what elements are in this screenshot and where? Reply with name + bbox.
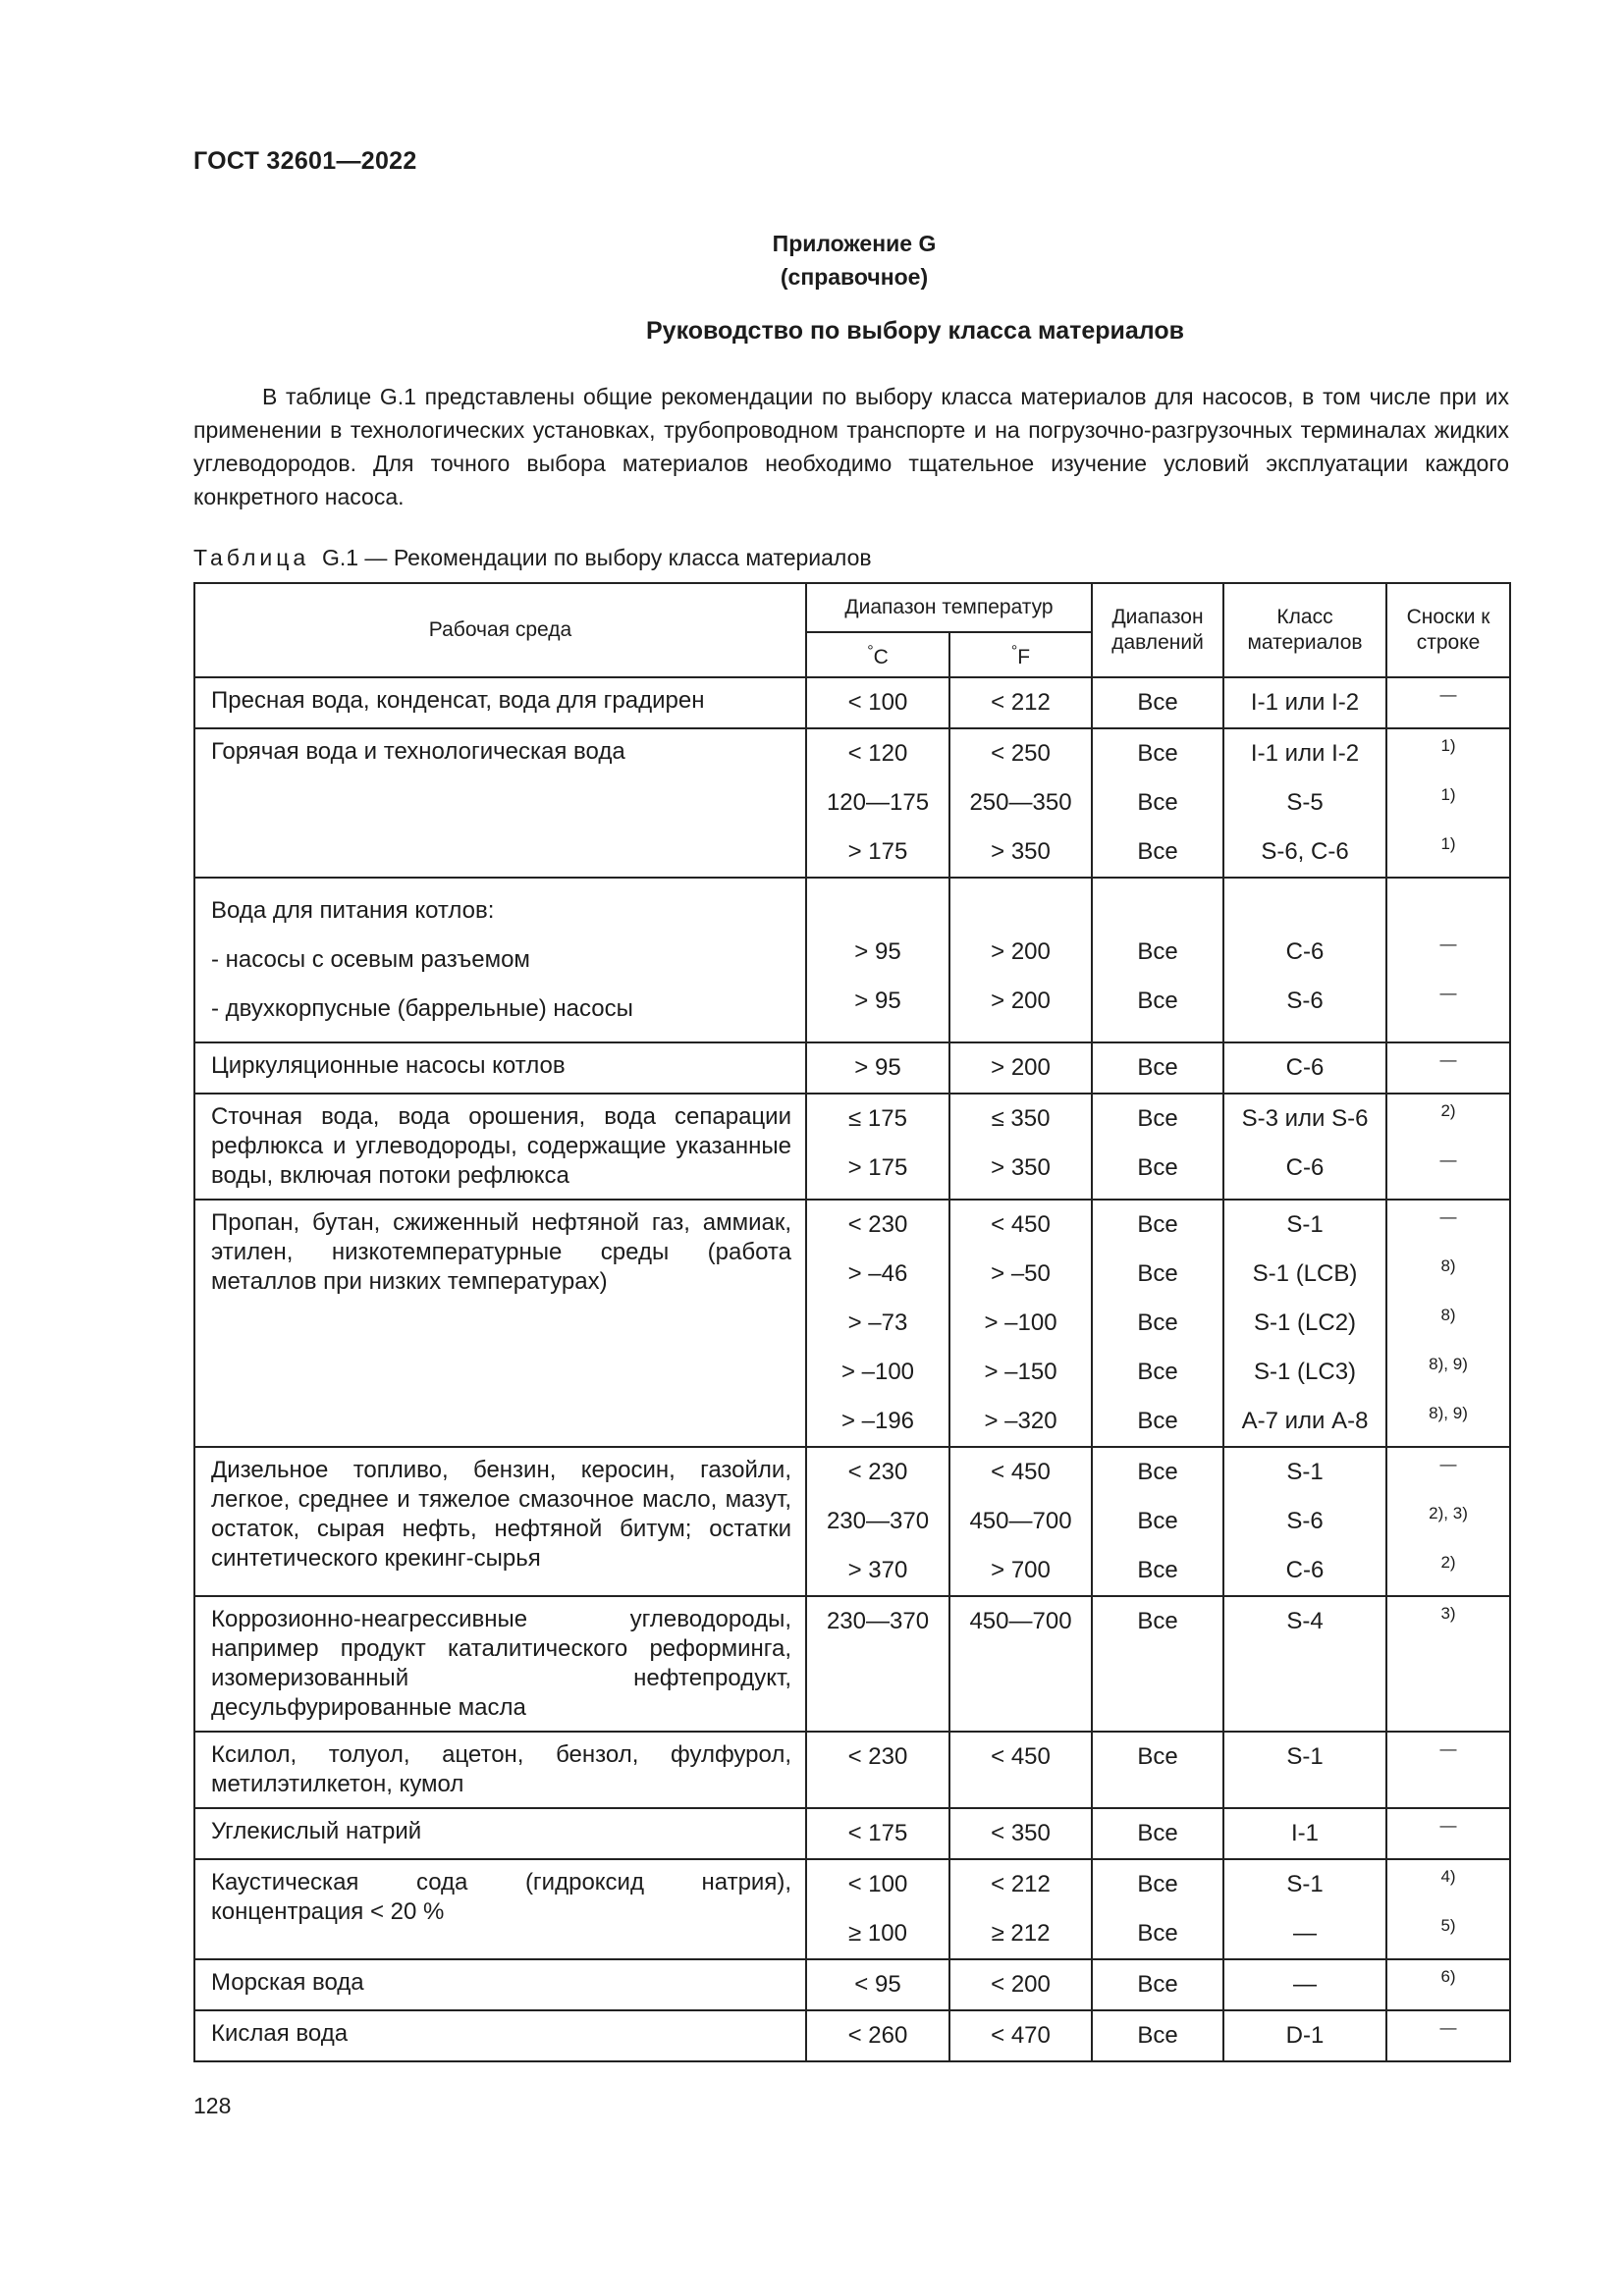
table-body <box>194 677 1510 2061</box>
section-title <box>0 317 1624 346</box>
material-class-value: I-1 или I-2 <box>1250 689 1360 716</box>
temp-fahrenheit-value: 450—700 <box>969 1608 1072 1634</box>
footnote-ref: — <box>1439 934 1457 953</box>
temp-celsius-value: < 95 <box>854 1971 901 1998</box>
temp-fahrenheit-cell <box>949 1959 1092 2010</box>
footnote-ref: — <box>1439 1050 1457 1069</box>
temp-fahrenheit-value: > 200 <box>991 938 1051 965</box>
medium-cell <box>194 2010 806 2061</box>
pressure-cell <box>1092 677 1223 728</box>
temp-fahrenheit-value: < 212 <box>991 689 1051 716</box>
temp-fahrenheit-cell <box>949 1042 1092 1094</box>
pressure-cell <box>1092 1959 1223 2010</box>
temp-fahrenheit-value: 450—700 <box>969 1508 1072 1534</box>
pressure-cell <box>1092 1732 1223 1808</box>
material-class-value: C-6 <box>1285 1557 1325 1583</box>
material-class-value: S-4 <box>1286 1608 1324 1634</box>
temp-celsius-value: 120—175 <box>826 789 930 816</box>
medium-text: Кислая вода <box>211 2020 349 2047</box>
table-caption-prefix: Таблица <box>193 545 310 570</box>
temp-fahrenheit-value: < 450 <box>991 1211 1051 1238</box>
material-class-value: C-6 <box>1285 1154 1325 1181</box>
footnote-cell <box>1386 1094 1510 1200</box>
temp-fahrenheit-value: > –50 <box>991 1260 1051 1287</box>
footnote-cell <box>1386 728 1510 878</box>
temp-fahrenheit-value: > 200 <box>991 1054 1051 1081</box>
table-row <box>194 1094 1510 1200</box>
footnote-ref: — <box>1439 1455 1457 1473</box>
temp-celsius-cell <box>806 878 949 1042</box>
material-class-cell <box>1223 1596 1386 1732</box>
temp-fahrenheit-cell <box>949 1596 1092 1732</box>
temp-celsius-value: > 175 <box>847 838 908 865</box>
pressure-cell <box>1092 728 1223 878</box>
medium-text: Сточная вода, вода орошения, вода сепарации рефлюкса и углеводороды, содержащие указанные воды, включая потоки рефлюкса <box>211 1103 791 1189</box>
degree-sign: ° <box>867 643 874 660</box>
material-class-cell <box>1223 1200 1386 1447</box>
temp-celsius-value: 230—370 <box>826 1608 930 1634</box>
medium-line: - насосы с осевым разъемом <box>211 946 530 973</box>
material-class-value: S-1 <box>1286 1211 1324 1238</box>
table-row <box>194 728 1510 878</box>
footnote-ref: 8), 9) <box>1429 1404 1468 1422</box>
pressure-value: Все <box>1137 988 1178 1014</box>
material-class-cell <box>1223 878 1386 1042</box>
temp-fahrenheit-cell <box>949 1808 1092 1859</box>
medium-text: Каустическая сода (гидроксид натрия), концентрация < 20 % <box>211 1869 791 1925</box>
footnote-ref: 2) <box>1440 1553 1456 1572</box>
material-class-value: D-1 <box>1285 2022 1325 2049</box>
temp-fahrenheit-value: > 350 <box>991 838 1051 865</box>
table-row <box>194 2010 1510 2061</box>
temp-celsius-value: < 230 <box>847 1211 908 1238</box>
pressure-value: Все <box>1137 838 1178 865</box>
temp-celsius-value: > 175 <box>847 1154 908 1181</box>
temp-celsius-value: > 370 <box>847 1557 908 1583</box>
material-class-value: I-1 или I-2 <box>1250 740 1360 767</box>
footnote-ref: 8) <box>1440 1256 1456 1275</box>
medium-text: Углекислый натрий <box>211 1818 422 1844</box>
table-row <box>194 1042 1510 1094</box>
col-header-notes: Сноски к строке <box>1386 583 1510 677</box>
temp-fahrenheit-cell <box>949 1447 1092 1596</box>
pressure-value: Все <box>1137 1459 1178 1485</box>
degree-sign: ° <box>1010 643 1018 660</box>
temp-celsius-value: < 100 <box>847 1871 908 1897</box>
standard-number: ГОСТ 32601—2022 <box>193 147 417 175</box>
footnote-ref: 1) <box>1440 736 1456 755</box>
appendix-heading <box>0 227 1624 294</box>
footnote-ref: 2), 3) <box>1429 1504 1468 1522</box>
footnote-cell <box>1386 878 1510 1042</box>
table-row <box>194 878 1510 1042</box>
temp-celsius-cell <box>806 1959 949 2010</box>
section-title-text: Руководство по выбору класса материалов <box>645 317 1184 345</box>
table-row <box>194 1859 1510 1959</box>
footnote-ref: — <box>1439 2018 1457 2037</box>
pressure-cell <box>1092 1447 1223 1596</box>
footnote-ref: 1) <box>1440 834 1456 853</box>
pressure-value: Все <box>1137 1820 1178 1846</box>
material-class-value: S-1 (LCB) <box>1252 1260 1358 1287</box>
temp-fahrenheit-value: > –320 <box>984 1408 1057 1434</box>
temp-fahrenheit-value: < 470 <box>991 2022 1051 2049</box>
temp-fahrenheit-value: < 250 <box>991 740 1051 767</box>
medium-text: Коррозионно-неагрессивные углеводороды, например продукт каталитического реформинга, изомеризованный нефтепродукт, десульфурированные масла <box>211 1606 791 1721</box>
pressure-value: Все <box>1137 1105 1178 1132</box>
temp-fahrenheit-value: < 450 <box>991 1743 1051 1770</box>
footnote-ref: — <box>1439 1207 1457 1226</box>
medium-cell <box>194 1447 806 1596</box>
medium-text: Циркуляционные насосы котлов <box>211 1052 566 1079</box>
material-class-value: S-6 <box>1286 988 1324 1014</box>
material-class-value: A-7 или A-8 <box>1241 1408 1369 1434</box>
material-class-value: I-1 <box>1291 1820 1320 1846</box>
temp-celsius-value: < 260 <box>847 2022 908 2049</box>
temp-celsius-value: < 230 <box>847 1743 908 1770</box>
table-row <box>194 1200 1510 1447</box>
intro-paragraph: В таблице G.1 представлены общие рекомендации по выбору класса материалов для насосов, в том числе при их применении в технологических установках, трубопроводном транспорте и на погрузочно-разгрузочных терминалах жидких углеводородов. Для точного выбора материалов необходимо тщательное изучение условий эксплуатации каждого конкретного насоса. <box>193 384 1509 509</box>
medium-cell <box>194 728 806 878</box>
temp-fahrenheit-value: > 700 <box>991 1557 1051 1583</box>
temp-celsius-value: > –196 <box>840 1408 915 1434</box>
material-class-cell <box>1223 2010 1386 2061</box>
temp-celsius-cell <box>806 1200 949 1447</box>
col-header-temperature: Диапазон температур <box>806 583 1092 632</box>
temp-fahrenheit-cell <box>949 677 1092 728</box>
temp-celsius-cell <box>806 1042 949 1094</box>
table-caption-text: G.1 — Рекомендации по выбору класса материалов <box>321 545 872 570</box>
table-caption <box>193 545 872 571</box>
pressure-cell <box>1092 1094 1223 1200</box>
medium-line: - двухкорпусные (баррельные) насосы <box>211 995 633 1022</box>
medium-text: Морская вода <box>211 1969 364 1996</box>
temp-fahrenheit-value: > –150 <box>984 1359 1057 1385</box>
medium-text: Пресная вода, конденсат, вода для градирен <box>211 687 705 714</box>
pressure-value: Все <box>1137 1743 1178 1770</box>
temp-celsius-value: > 95 <box>854 1054 901 1081</box>
footnote-cell <box>1386 1859 1510 1959</box>
temp-celsius-value: > –46 <box>847 1260 908 1287</box>
fahrenheit-unit: F <box>1017 646 1031 668</box>
temp-celsius-value: > 95 <box>854 988 901 1014</box>
temp-fahrenheit-cell <box>949 878 1092 1042</box>
pressure-value: Все <box>1137 1054 1178 1081</box>
footnote-cell <box>1386 1808 1510 1859</box>
footnote-cell <box>1386 677 1510 728</box>
medium-cell <box>194 1732 806 1808</box>
pressure-value: Все <box>1137 1154 1178 1181</box>
medium-text: Дизельное топливо, бензин, керосин, газойли, легкое, среднее и тяжелое смазочное масло, мазут, остаток, сырая нефть, нефтяной битум; остатки синтетического крекинг-сырья <box>211 1457 791 1572</box>
footnote-cell <box>1386 1959 1510 2010</box>
footnote-ref: 4) <box>1440 1867 1456 1886</box>
col-header-medium: Рабочая среда <box>194 583 806 677</box>
temp-fahrenheit-value: < 450 <box>991 1459 1051 1485</box>
footnote-cell <box>1386 1447 1510 1596</box>
temp-celsius-cell <box>806 728 949 878</box>
col-header-celsius <box>806 632 949 677</box>
temp-celsius-value: < 120 <box>847 740 908 767</box>
material-class-cell <box>1223 1042 1386 1094</box>
material-class-cell <box>1223 1959 1386 2010</box>
medium-cell <box>194 1596 806 1732</box>
temp-celsius-cell <box>806 1596 949 1732</box>
medium-text: Пропан, бутан, сжиженный нефтяной газ, аммиак, этилен, низкотемпературные среды (работа металлов при низких температурах) <box>211 1209 791 1295</box>
material-class-value: — <box>1293 1971 1318 1998</box>
temp-fahrenheit-value: < 350 <box>991 1820 1051 1846</box>
footnote-cell <box>1386 1596 1510 1732</box>
material-class-value: S-1 (LC2) <box>1254 1309 1357 1336</box>
footnote-cell <box>1386 1042 1510 1094</box>
pressure-value: Все <box>1137 1408 1178 1434</box>
footnote-ref: 8), 9) <box>1429 1355 1468 1373</box>
material-class-cell <box>1223 728 1386 878</box>
pressure-value: Все <box>1137 1920 1178 1947</box>
pressure-value: Все <box>1137 789 1178 816</box>
footnote-ref: 8) <box>1440 1306 1456 1324</box>
medium-cell <box>194 1094 806 1200</box>
temp-celsius-value: > –73 <box>847 1309 908 1336</box>
temp-fahrenheit-value: < 200 <box>991 1971 1051 1998</box>
pressure-value: Все <box>1137 1260 1178 1287</box>
table-row <box>194 1732 1510 1808</box>
footnote-ref: 6) <box>1440 1967 1456 1986</box>
material-class-value: S-3 или S-6 <box>1241 1105 1369 1132</box>
table-row <box>194 1447 1510 1596</box>
medium-cell <box>194 1808 806 1859</box>
temp-fahrenheit-cell <box>949 1200 1092 1447</box>
table-row <box>194 677 1510 728</box>
table-row <box>194 1596 1510 1732</box>
material-class-value: S-6 <box>1286 1508 1324 1534</box>
material-class-cell <box>1223 1732 1386 1808</box>
material-class-value: S-5 <box>1286 789 1324 816</box>
temp-celsius-value: < 175 <box>847 1820 908 1846</box>
footnote-ref: 3) <box>1440 1604 1456 1623</box>
appendix-type: (справочное) <box>780 264 929 290</box>
pressure-value: Все <box>1137 1211 1178 1238</box>
pressure-value: Все <box>1137 2022 1178 2049</box>
temp-celsius-value: < 230 <box>847 1459 908 1485</box>
medium-cell <box>194 677 806 728</box>
temp-celsius-value: ≤ 175 <box>848 1105 907 1132</box>
temp-celsius-value: < 100 <box>847 689 908 716</box>
material-class-value: S-6, C-6 <box>1261 838 1349 865</box>
temp-fahrenheit-value: > –100 <box>984 1309 1057 1336</box>
celsius-unit: C <box>873 646 889 668</box>
medium-text: Ксилол, толуол, ацетон, бензол, фулфурол, метилэтилкетон, кумол <box>211 1741 791 1797</box>
temp-fahrenheit-value: ≥ 212 <box>991 1920 1051 1947</box>
temp-celsius-cell <box>806 1447 949 1596</box>
footnote-ref: 5) <box>1440 1916 1456 1935</box>
temp-celsius-value: ≥ 100 <box>848 1920 907 1947</box>
table-row <box>194 1808 1510 1859</box>
material-class-value: S-1 <box>1286 1743 1324 1770</box>
footnote-cell <box>1386 1200 1510 1447</box>
pressure-value: Все <box>1137 938 1178 965</box>
pressure-value: Все <box>1137 1309 1178 1336</box>
temp-celsius-cell <box>806 1859 949 1959</box>
col-header-class: Класс материалов <box>1223 583 1386 677</box>
temp-celsius-value: 230—370 <box>826 1508 930 1534</box>
footnote-ref: 1) <box>1440 785 1456 804</box>
material-class-cell <box>1223 677 1386 728</box>
temp-fahrenheit-cell <box>949 1732 1092 1808</box>
temp-celsius-cell <box>806 2010 949 2061</box>
appendix-label: Приложение G <box>772 231 937 256</box>
medium-cell <box>194 1859 806 1959</box>
pressure-value: Все <box>1137 740 1178 767</box>
temp-fahrenheit-value: > 200 <box>991 988 1051 1014</box>
material-class-value: — <box>1293 1920 1318 1947</box>
footnote-cell <box>1386 2010 1510 2061</box>
footnote-ref: — <box>1439 1739 1457 1758</box>
temp-celsius-cell <box>806 1732 949 1808</box>
material-class-value: S-1 <box>1286 1871 1324 1897</box>
medium-cell <box>194 1200 806 1447</box>
material-class-value: S-1 (LC3) <box>1254 1359 1357 1385</box>
materials-table <box>193 582 1511 2062</box>
pressure-value: Все <box>1137 1359 1178 1385</box>
temp-fahrenheit-cell <box>949 728 1092 878</box>
pressure-value: Все <box>1137 1557 1178 1583</box>
pressure-value: Все <box>1137 689 1178 716</box>
material-class-cell <box>1223 1859 1386 1959</box>
material-class-cell <box>1223 1094 1386 1200</box>
pressure-cell <box>1092 2010 1223 2061</box>
col-header-fahrenheit <box>949 632 1092 677</box>
pressure-cell <box>1092 878 1223 1042</box>
footnote-ref: — <box>1439 1150 1457 1169</box>
header-row <box>194 583 1510 632</box>
pressure-value: Все <box>1137 1871 1178 1897</box>
material-class-cell <box>1223 1808 1386 1859</box>
pressure-value: Все <box>1137 1971 1178 1998</box>
temp-fahrenheit-value: ≤ 350 <box>991 1105 1051 1132</box>
temp-celsius-value: > 95 <box>854 938 901 965</box>
material-class-value: C-6 <box>1285 1054 1325 1081</box>
pressure-cell <box>1092 1859 1223 1959</box>
temp-fahrenheit-cell <box>949 1859 1092 1959</box>
temp-fahrenheit-cell <box>949 2010 1092 2061</box>
temp-fahrenheit-cell <box>949 1094 1092 1200</box>
pressure-cell <box>1092 1200 1223 1447</box>
footnote-ref: — <box>1439 984 1457 1002</box>
material-class-cell <box>1223 1447 1386 1596</box>
footnote-ref: 2) <box>1440 1101 1456 1120</box>
temp-fahrenheit-value: 250—350 <box>969 789 1072 816</box>
temp-celsius-cell <box>806 1808 949 1859</box>
medium-cell <box>194 878 806 1042</box>
temp-fahrenheit-value: < 212 <box>991 1871 1051 1897</box>
temp-celsius-cell <box>806 677 949 728</box>
temp-celsius-value: > –100 <box>840 1359 915 1385</box>
footnote-ref: — <box>1439 1816 1457 1835</box>
material-class-value: S-1 <box>1286 1459 1324 1485</box>
temp-celsius-cell <box>806 1094 949 1200</box>
pressure-value: Все <box>1137 1608 1178 1634</box>
medium-cell <box>194 1959 806 2010</box>
pressure-cell <box>1092 1596 1223 1732</box>
temp-fahrenheit-value: > 350 <box>991 1154 1051 1181</box>
pressure-value: Все <box>1137 1508 1178 1534</box>
pressure-cell <box>1092 1042 1223 1094</box>
page-number: 128 <box>193 2093 232 2118</box>
pressure-cell <box>1092 1808 1223 1859</box>
material-class-value: C-6 <box>1285 938 1325 965</box>
medium-line: Вода для питания котлов: <box>211 897 495 924</box>
footnote-ref: — <box>1439 685 1457 704</box>
medium-text: Горячая вода и технологическая вода <box>211 738 625 765</box>
footnote-cell <box>1386 1732 1510 1808</box>
medium-cell <box>194 1042 806 1094</box>
table-row <box>194 1959 1510 2010</box>
col-header-pressure: Диапазон давлений <box>1092 583 1223 677</box>
